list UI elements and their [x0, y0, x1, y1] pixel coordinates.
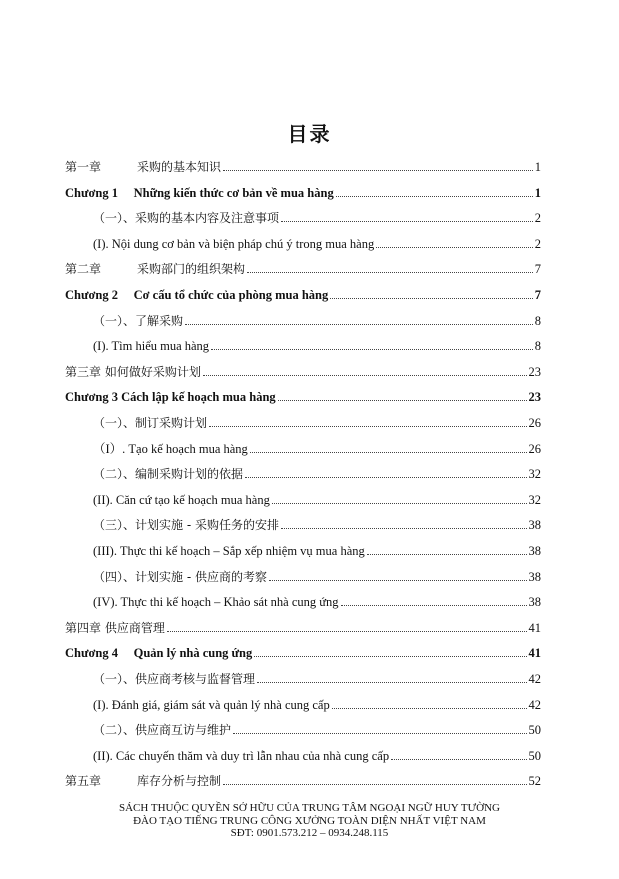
toc-entry-label: (II). Các chuyến thăm và duy trì lẫn nhau của nhà cung cấp: [93, 748, 390, 763]
toc-entry-label: 第五章 库存分析与控制: [65, 774, 222, 789]
toc-entry-label: (I). Đánh giá, giám sát và quản lý nhà cung cấp: [93, 697, 330, 712]
dot-leader: [245, 477, 526, 478]
toc-entry[interactable]: [93, 538, 541, 558]
toc-entry-label: （I）. Tạo kế hoạch mua hàng: [93, 441, 248, 456]
toc-entry[interactable]: [93, 564, 541, 584]
toc-entry[interactable]: [93, 743, 541, 763]
toc-entry-label: （一）、制订采购计划: [93, 416, 208, 430]
toc-entry-label: Chương 3 Cách lập kế hoạch mua hàng: [65, 390, 276, 405]
dot-leader: [391, 759, 526, 760]
toc-entry-page: 41: [528, 620, 541, 635]
toc-entry[interactable]: [65, 359, 541, 379]
toc-entry-label: （二）、编制采购计划的依据: [93, 467, 244, 482]
toc-entry[interactable]: [65, 154, 541, 174]
footer-line-2: ĐÀO TẠO TIẾNG TRUNG CÔNG XƯỞNG TOÀN DIỆN NHẤT VIỆT NAM: [133, 814, 486, 827]
dot-leader: [281, 221, 533, 222]
toc-entry[interactable]: [65, 384, 541, 404]
toc-entry-label: 第二章 采购部门的组织架构: [65, 262, 246, 277]
toc-entry[interactable]: [93, 512, 541, 532]
toc-entry-page: 1: [534, 160, 541, 174]
toc-entry-page: 2: [534, 236, 541, 251]
toc-entry-page: 32: [528, 492, 541, 507]
toc-entry[interactable]: [93, 205, 541, 225]
toc-entry-label: Chương 1 Những kiến thức cơ bản về mua hàng: [65, 185, 334, 200]
toc-entry[interactable]: [93, 436, 541, 456]
dot-leader: [269, 580, 527, 581]
toc-entry-page: 2: [534, 211, 541, 226]
toc-entry-page: 38: [528, 544, 541, 558]
toc-entry-page: 7: [534, 262, 541, 277]
toc-entry-page: 38: [528, 569, 541, 584]
toc-entry[interactable]: [93, 666, 541, 686]
toc-entry-label: （四）、计划实施 - 供应商的考察: [93, 569, 267, 584]
toc-entry-label: Chương 2 Cơ cấu tổ chức của phòng mua hàng: [65, 288, 329, 302]
dot-leader: [257, 682, 526, 683]
toc-entry-label: (III). Thực thi kế hoạch – Sắp xếp nhiệm vụ mua hàng: [93, 544, 365, 558]
toc-entry[interactable]: [65, 282, 541, 302]
dot-leader: [341, 605, 527, 606]
toc-entry-page: 42: [528, 697, 541, 712]
toc-entry-label: Chương 4 Quản lý nhà cung ứng: [65, 646, 253, 661]
toc-entry[interactable]: [93, 589, 541, 609]
toc-entry-label: 第三章 如何做好采购计划: [65, 364, 201, 379]
toc-entry[interactable]: [65, 615, 541, 635]
toc-entry-label: (II). Căn cứ tạo kế hoạch mua hàng: [93, 492, 270, 507]
toc-entry-page: 50: [528, 748, 541, 763]
toc-entry-page: 42: [528, 672, 541, 686]
toc-entry-label: 第一章 采购的基本知识: [65, 160, 222, 174]
toc-entry[interactable]: [65, 640, 541, 660]
dot-leader: [332, 708, 527, 709]
toc-entry-page: 1: [534, 185, 541, 200]
toc-entry[interactable]: [93, 717, 541, 737]
toc-entry-label: （一）、采购的基本内容及注意事项: [93, 211, 280, 226]
toc-entry[interactable]: [93, 308, 541, 328]
toc-entry-page: 38: [528, 518, 541, 533]
toc-entry-page: 23: [528, 364, 541, 379]
dot-leader: [247, 272, 533, 273]
toc-entry[interactable]: [93, 333, 541, 353]
toc-entry[interactable]: [93, 410, 541, 430]
toc-entry-label: （二）、供应商互访与维护: [93, 723, 232, 738]
toc-entry[interactable]: [65, 768, 541, 788]
dot-leader: [278, 400, 527, 401]
toc-entry-page: 8: [534, 339, 541, 354]
dot-leader: [167, 631, 527, 632]
dot-leader: [336, 196, 533, 197]
toc-entry-page: 7: [534, 288, 541, 302]
toc-entry-label: 第四章 供应商管理: [65, 620, 165, 635]
dot-leader: [203, 375, 527, 376]
toc-entry-label: （一）、供应商考核与监督管理: [93, 672, 256, 686]
dot-leader: [272, 503, 527, 504]
toc-entry[interactable]: [65, 180, 541, 200]
toc-entry[interactable]: [93, 692, 541, 712]
toc-entry-label: （一）、了解采购: [93, 313, 184, 328]
toc-entry[interactable]: [93, 461, 541, 481]
toc-entry[interactable]: [93, 487, 541, 507]
toc-entry-page: 52: [528, 774, 541, 789]
footer-line-1: SÁCH THUỘC QUYỀN SỞ HỮU CỦA TRUNG TÂM NGOẠI NGỮ HUY TƯỜNG: [119, 802, 500, 814]
toc-title: 目录: [287, 122, 332, 146]
toc-entry-page: 23: [528, 390, 541, 405]
toc-entry[interactable]: [65, 256, 541, 276]
dot-leader: [223, 170, 533, 171]
dot-leader: [330, 298, 532, 299]
dot-leader: [185, 324, 533, 325]
toc-entry-label: (IV). Thực thi kế hoạch – Khảo sát nhà cung ứng: [93, 595, 339, 610]
dot-leader: [250, 452, 527, 453]
footer-line-3: SĐT: 0901.573.212 – 0934.248.115: [230, 827, 389, 839]
toc-entry-page: 38: [528, 595, 541, 610]
toc-entry-page: 41: [528, 646, 541, 661]
toc-entry-page: 50: [528, 723, 541, 738]
dot-leader: [367, 554, 527, 555]
toc-entry-page: 26: [528, 441, 541, 456]
dot-leader: [209, 426, 526, 427]
toc-entry-page: 32: [528, 467, 541, 482]
dot-leader: [211, 349, 533, 350]
dot-leader: [254, 656, 526, 657]
toc-entry-label: (I). Nội dung cơ bản và biện pháp chú ý trong mua hàng: [93, 236, 375, 251]
dot-leader: [376, 247, 533, 248]
dot-leader: [233, 733, 526, 734]
footer: [0, 802, 619, 840]
toc-entry-label: （三）、计划实施 - 采购任务的安排: [93, 518, 279, 533]
toc-entry[interactable]: [93, 231, 541, 251]
dot-leader: [223, 784, 526, 785]
toc-entry-label: (I). Tìm hiểu mua hàng: [93, 339, 210, 354]
dot-leader: [281, 528, 527, 529]
toc-entry-page: 26: [528, 416, 541, 430]
toc-entry-page: 8: [534, 313, 541, 328]
